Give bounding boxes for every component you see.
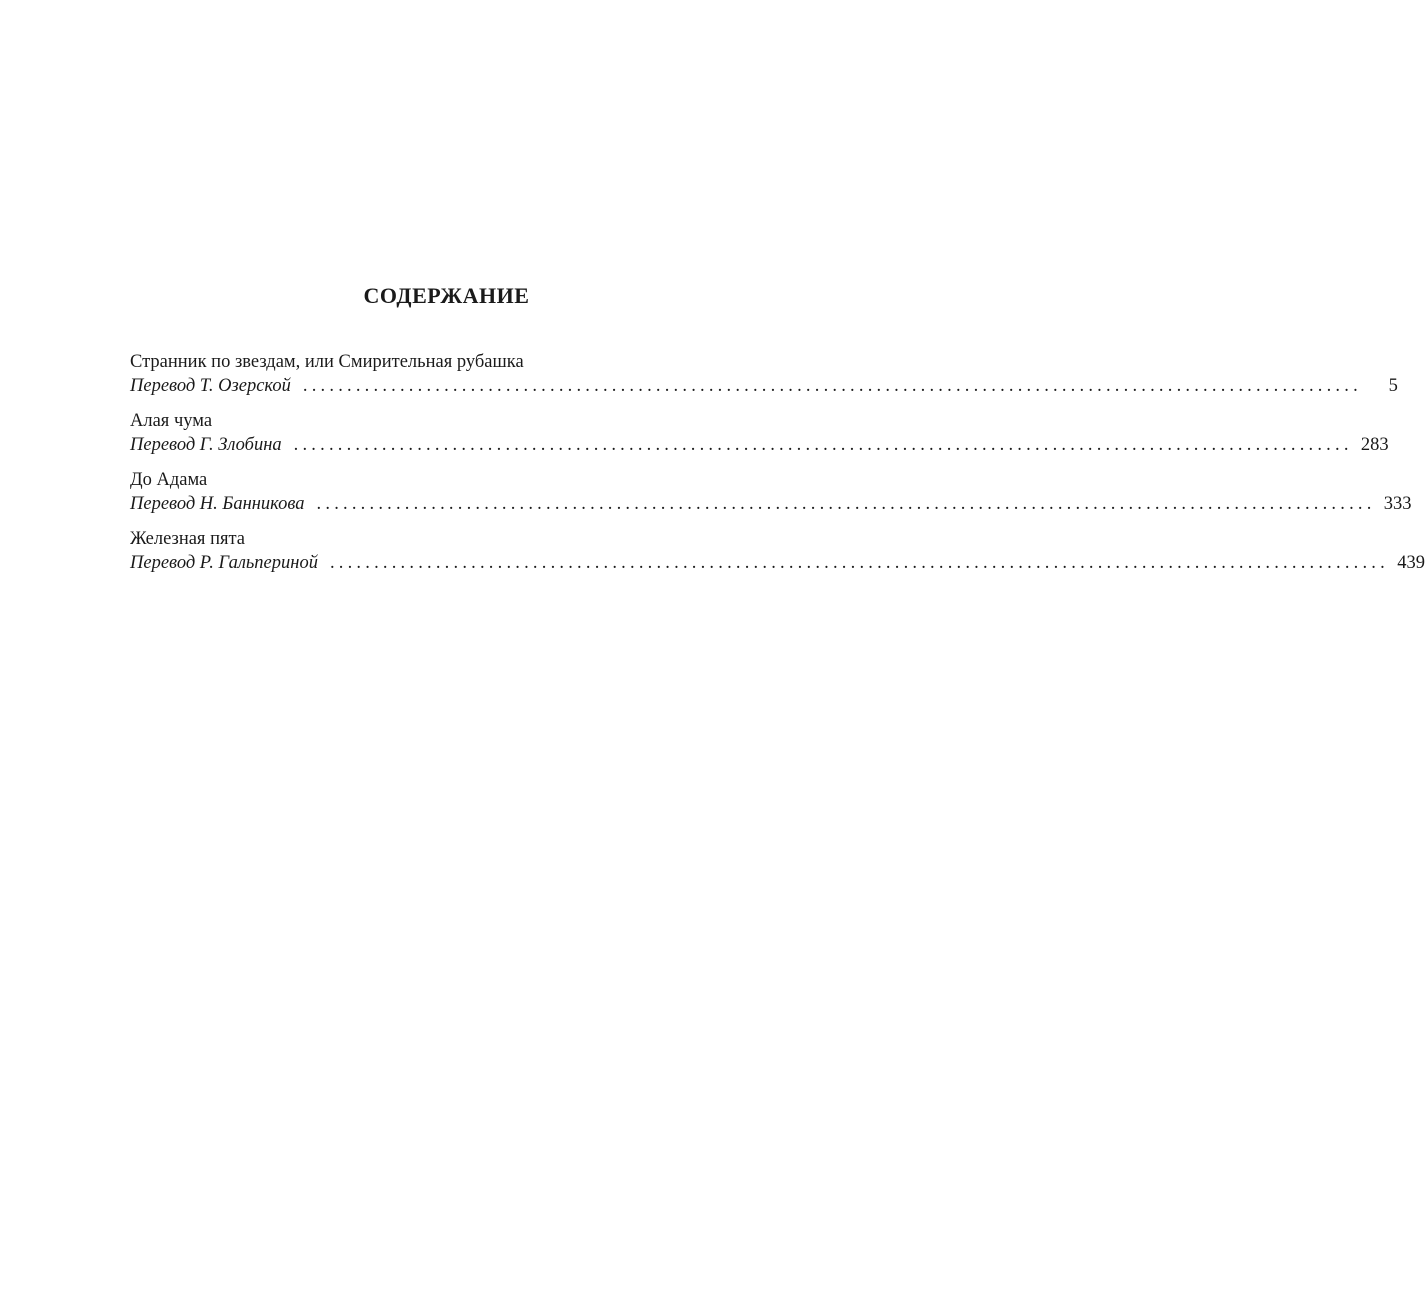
entry-translator-line	[130, 492, 1412, 516]
entry-page-number: 5	[1388, 376, 1398, 396]
entry-title: Странник по звездам, или Смирительная рубашка	[130, 352, 524, 372]
entry-translator-line	[130, 551, 1425, 575]
dot-leader: ........................................................................................................................	[302, 376, 1362, 396]
dot-leader: ........................................................................................................................	[293, 435, 1353, 455]
toc-entry	[130, 527, 1425, 586]
entry-title: До Адама	[130, 470, 208, 490]
entry-translator: Перевод Р. Гальпериной	[130, 553, 318, 573]
entry-title: Алая чума	[130, 411, 213, 431]
dot-leader: ........................................................................................................................	[316, 494, 1376, 514]
toc-heading: СОДЕРЖАНИЕ	[363, 283, 530, 308]
toc-entry	[130, 409, 1389, 468]
entry-translator-line	[130, 433, 1389, 457]
table-of-contents	[130, 350, 1425, 586]
entry-page-number: 333	[1383, 494, 1412, 514]
entry-translator: Перевод Н. Банникова	[130, 494, 305, 514]
entry-translator: Перевод Т. Озерской	[130, 376, 291, 396]
entry-title: Железная пята	[130, 529, 246, 549]
dot-leader: ........................................................................................................................	[329, 553, 1389, 573]
toc-entry	[130, 350, 1398, 409]
entry-translator: Перевод Г. Злобина	[130, 435, 282, 455]
entry-page-number: 439	[1397, 553, 1425, 573]
entry-translator-line	[130, 374, 1398, 398]
entry-page-number: 283	[1360, 435, 1389, 455]
toc-entry	[130, 468, 1412, 527]
